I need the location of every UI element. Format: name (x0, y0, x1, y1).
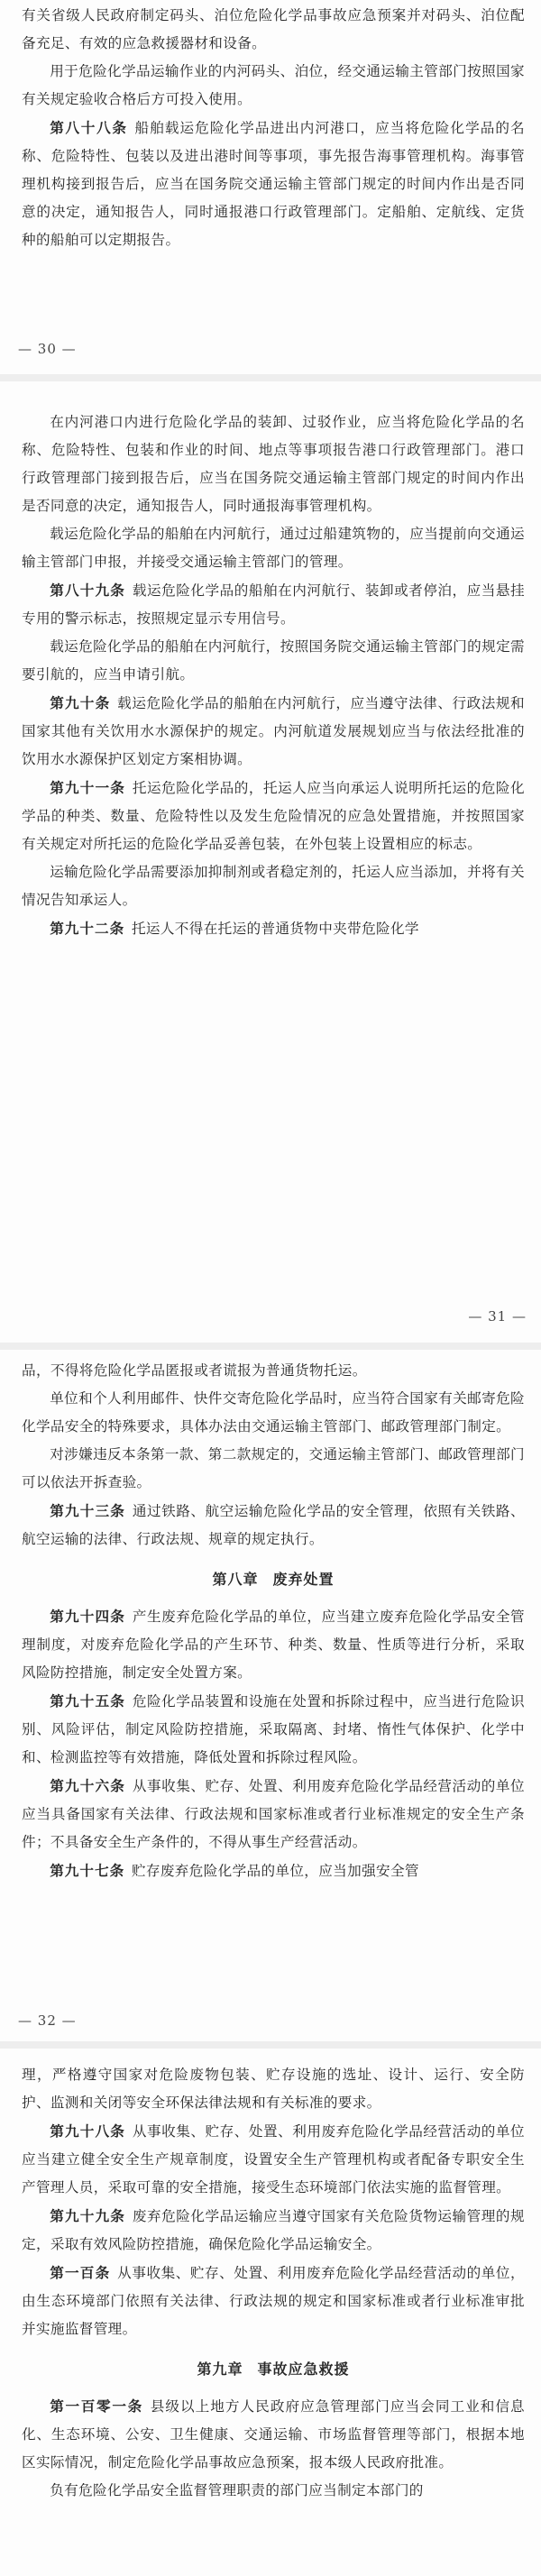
article-number: 第九十条 (50, 694, 111, 711)
article-97 (22, 1856, 525, 1885)
paragraph-text: 单位和个人利用邮件、快件交寄危险化学品时，应当符合国家有关邮寄危险化学品安全的特殊要求，具体办法由交通运输主管部门、邮政管理部门制定。 (22, 1390, 525, 1435)
page-31-body (22, 381, 525, 943)
paragraph-text: 县级以上地方人民政府应急管理部门应当会同工业和信息化、生态环境、公安、卫生健康、交通运输、市场监督管理等部门，根据本地区实际情况，制定危险化学品事故应急预案，报本级人民政府批准。 (22, 2398, 525, 2471)
article-92 (22, 914, 525, 943)
article-96 (22, 1772, 525, 1856)
paragraph-text: 载运危险化学品的船舶在内河航行，按照国务院交通运输主管部门的规定需要引航的，应当申请引航。 (22, 638, 525, 683)
paragraph-text: 船舶载运危险化学品进出内河港口，应当将危险化学品的名称、危险特性、包装以及进出港时间等事项，事先报告海事管理机构。海事管理机构接到报告后，应当在国务院交通运输主管部门规定的时间内作出是否同意的决定，通知报告人，同时通报港口行政管理部门。定船舶、定航线、定货种的船舶可以定期报告。 (22, 120, 525, 248)
paragraph-text: 产生废弃危险化学品的单位，应当建立废弃危险化学品安全管理制度，对废弃危险化学品的产生环节、种类、数量、性质等进行分析，采取风险防控措施，制定安全处置方案。 (22, 1609, 525, 1681)
page-33-body (22, 2049, 525, 2505)
page-31 (0, 381, 541, 1343)
article-number: 第九十六条 (50, 1777, 126, 1794)
article-number: 第一百条 (50, 2264, 111, 2281)
article-number: 第九十四条 (50, 1608, 126, 1625)
article-number: 第九十一条 (50, 779, 126, 796)
paragraph-text: 载运危险化学品的船舶在内河航行，通过过船建筑物的，应当提前向交通运输主管部门申报，并接受交通运输主管部门的管理。 (22, 526, 525, 570)
chapter-number: 第八章 (212, 1571, 259, 1588)
paragraph (22, 1385, 525, 1441)
article-99 (22, 2202, 525, 2259)
page-number: — 30 — (18, 341, 77, 357)
article-number: 第九十九条 (50, 2207, 126, 2224)
article-93 (22, 1497, 525, 1554)
chapter-title: 事故应急救援 (257, 2361, 350, 2378)
paragraph-text: 运输危险化学品需要添加抑制剂或者稳定剂的，托运人应当添加，并将有关情况告知承运人。 (22, 864, 525, 908)
page-number: — 32 — (18, 2012, 77, 2029)
paragraph-text: 有关省级人民政府制定码头、泊位危险化学品事故应急预案并对码头、泊位配备充足、有效的应急救援器材和设备。 (22, 7, 525, 51)
paragraph-text: 从事收集、贮存、处置、利用废弃危险化学品经营活动的单位应当建立健全安全生产规章制度，设置安全生产管理机构或者配备专职安全生产管理人员，采取可靠的安全措施，接受生态环境部门依法实施的监督管理。 (22, 2123, 525, 2196)
article-number: 第一百零一条 (50, 2397, 143, 2415)
article-number: 第九十三条 (50, 1502, 126, 1519)
paragraph-text: 从事收集、贮存、处置、利用废弃危险化学品经营活动的单位应当具备国家有关法律、行政法规和国家标准或者行业标准规定的安全生产条件；不具备安全生产条件的，不得从事生产经营活动。 (22, 1778, 525, 1850)
paragraph (22, 2, 525, 58)
page-33 (0, 2049, 541, 2576)
paragraph-text: 负有危险化学品安全监督管理职责的部门应当制定本部门的 (50, 2482, 424, 2498)
paragraph (22, 408, 525, 520)
article-100 (22, 2259, 525, 2343)
article-88 (22, 114, 525, 254)
chapter-title: 废弃处置 (272, 1571, 335, 1588)
article-98 (22, 2117, 525, 2202)
paragraph (22, 1441, 525, 1497)
paragraph-text: 载运危险化学品的船舶在内河航行，应当遵守法律、行政法规和国家其他有关饮用水水源保护的规定。内河航道发展规划应当与依法经批准的饮用水水源保护区划定方案相协调。 (22, 695, 525, 767)
paragraph-text: 托运人不得在托运的普通货物中夹带危险化学 (131, 921, 419, 937)
article-number: 第九十八条 (50, 2122, 126, 2140)
article-number: 第九十二条 (50, 920, 125, 937)
paragraph (22, 2061, 525, 2117)
page-32 (0, 1350, 541, 2041)
paragraph-text: 品，不得将危险化学品匿报或者谎报为普通货物托运。 (22, 1362, 367, 1379)
page-30-body (22, 0, 525, 254)
article-94 (22, 1602, 525, 1687)
paragraph-text: 从事收集、贮存、处置、利用废弃危险化学品经营活动的单位，由生态环境部门依照有关法律、行政法规的规定和国家标准或者行业标准审批并实施监督管理。 (22, 2265, 525, 2337)
chapter-heading (22, 1566, 525, 1593)
paragraph (22, 858, 525, 914)
paragraph-text: 危险化学品装置和设施在处置和拆除过程中，应当进行危险识别、风险评估，制定风险防控措施，采取隔离、封堵、惰性气体保护、化学中和、检测监控等有效措施，降低处置和拆除过程风险。 (22, 1693, 525, 1765)
page-number: — 31 — (468, 1308, 527, 1325)
paragraph-text: 贮存废弃危险化学品的单位，应当加强安全管 (131, 1863, 419, 1879)
paragraph-text: 废弃危险化学品运输应当遵守国家有关危险货物运输管理的规定，采取有效风险防控措施，确保危险化学品运输安全。 (22, 2208, 525, 2252)
paragraph-text: 通过铁路、航空运输危险化学品的安全管理，依照有关铁路、航空运输的法律、行政法规、规章的规定执行。 (22, 1503, 525, 1547)
article-101 (22, 2392, 525, 2477)
paragraph-text: 载运危险化学品的船舶在内河航行、装卸或者停泊，应当悬挂专用的警示标志，按照规定显示专用信号。 (22, 582, 525, 627)
article-89 (22, 576, 525, 633)
article-number: 第八十九条 (50, 582, 126, 599)
paragraph (22, 1357, 525, 1385)
article-number: 第八十八条 (50, 119, 128, 136)
page-32-body (22, 1350, 525, 1885)
paragraph-text: 理，严格遵守国家对危险废物包装、贮存设施的选址、设计、运行、安全防护、监测和关闭等安全环保法律法规和有关标准的要求。 (22, 2067, 525, 2111)
article-95 (22, 1687, 525, 1772)
article-90 (22, 689, 525, 774)
article-number: 第九十五条 (50, 1692, 126, 1710)
paragraph-text: 对涉嫌违反本条第一款、第二款规定的，交通运输主管部门、邮政管理部门可以依法开拆查验。 (22, 1446, 525, 1490)
paragraph-text: 在内河港口内进行危险化学品的装卸、过驳作业，应当将危险化学品的名称、危险特性、包装和作业的时间、地点等事项报告港口行政管理部门。港口行政管理部门接到报告后，应当在国务院交通运输主管部门规定的时间内作出是否同意的决定，通知报告人，同时通报海事管理机构。 (22, 414, 525, 514)
paragraph (22, 520, 525, 576)
article-number: 第九十七条 (50, 1862, 125, 1879)
article-91 (22, 774, 525, 858)
page-30 (0, 0, 541, 374)
chapter-heading (22, 2356, 525, 2383)
paragraph (22, 2477, 525, 2505)
paragraph-text: 托运危险化学品的，托运人应当向承运人说明所托运的危险化学品的种类、数量、危险特性以及发生危险情况的应急处置措施，并按照国家有关规定对所托运的危险化学品妥善包装，在外包装上设置相应的标志。 (22, 780, 525, 852)
paragraph-text: 用于危险化学品运输作业的内河码头、泊位，经交通运输主管部门按照国家有关规定验收合格后方可投入使用。 (22, 63, 525, 107)
chapter-number: 第九章 (197, 2361, 243, 2378)
paragraph (22, 58, 525, 114)
paragraph (22, 633, 525, 689)
